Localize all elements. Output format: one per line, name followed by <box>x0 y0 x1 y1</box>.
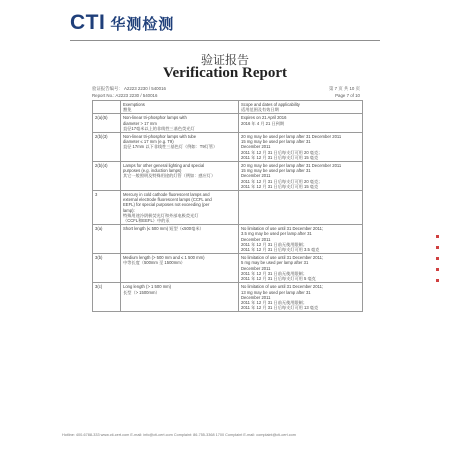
scope-line: 15 mg may be used per lamp after 31 <box>241 168 311 174</box>
exemption-cell <box>121 191 239 225</box>
exemption-line: EEFL) for special purposes not exceeding (per <box>123 202 210 208</box>
report-number-cn: 验证报告编号： A2223 2230 / 540016 <box>92 86 166 91</box>
red-mark <box>436 246 439 249</box>
scope-line: December 2011 <box>241 173 271 179</box>
header-exemptions-cn: 豁免 <box>123 107 132 113</box>
report-title-cn: 验证报告 <box>200 53 249 67</box>
scope-cell <box>239 114 363 133</box>
scope-line: No limitation of use until 31 December 2011; <box>241 284 324 290</box>
header-exemptions-en: Exemptions <box>123 102 145 107</box>
exemption-cell <box>121 114 239 133</box>
row-number: 3 <box>93 191 121 225</box>
exemption-line: 直径17毫米以上的非线性三基色荧光灯 <box>123 125 195 131</box>
exemptions-table <box>92 100 363 312</box>
scope-line: 20 mg may be used per lamp after 31 December 2011 <box>241 134 342 140</box>
row-number: 3(b) <box>93 254 121 283</box>
scope-cell <box>239 191 363 225</box>
scope-cell <box>239 162 363 191</box>
logo-text-cn: 华测检测 <box>110 14 175 33</box>
red-mark <box>436 257 439 260</box>
exemption-line: 其它一般照明及特殊用途的灯管（例如：感应灯） <box>123 173 216 179</box>
scope-cell <box>239 133 363 162</box>
scope-line: 2011 年 12 月 31 日后每支灯可用 15 毫克 <box>241 154 319 160</box>
exemption-line: purposes (e.g. induction lamps) <box>123 168 182 174</box>
header-scope <box>239 101 363 114</box>
row-number: 2(a)(5) <box>93 114 121 133</box>
exemption-line: diameter ≤ 17 mm (e.g. T9) <box>123 139 174 145</box>
table-row <box>93 133 363 162</box>
table-header-row <box>93 101 363 114</box>
header-no <box>93 101 121 114</box>
scope-line: No limitation of use until 31 December 2011; <box>241 255 324 261</box>
table-body <box>93 114 363 312</box>
scope-line: 13 mg may be used per lamp after 31 <box>241 289 311 295</box>
exemption-line: 直径 17mm 以下非线性三基色灯（例如：T9灯管） <box>123 144 218 150</box>
table-row <box>93 114 363 133</box>
scope-line: No limitation of use until 31 December 2011; <box>241 226 324 232</box>
red-margin-marks <box>436 235 440 335</box>
row-number: 2(b)(3) <box>93 133 121 162</box>
exemption-line: Lamps for other general lighting and special <box>123 163 205 169</box>
table-row <box>93 283 363 312</box>
table-row <box>93 254 363 283</box>
scope-line: 2011 年 12 月 31 日后每支灯可用 3.5 毫克 <box>241 247 320 253</box>
exemption-line: Short length (≤ 500 mm) 短型（≤500毫米） <box>123 226 204 232</box>
scope-line: 2011 年 12 月 31 日后每支灯可用 20 毫克； <box>241 178 323 184</box>
scope-line: 3.5 mg may be used per lamp after 31 <box>241 231 312 237</box>
scope-line: 2016 年 4 月 21 日到期 <box>241 120 285 126</box>
header-divider <box>70 40 380 41</box>
report-header <box>70 10 380 36</box>
report-title-en: Verification Report <box>163 65 287 81</box>
page-footer: Hotline: 400-6788-333 www.cti-cert.com E-mail: info@cti-cert.com Complaint: 86-755-3368 1700 Complaint E-mail: complaint@cti-cert.com <box>62 433 296 437</box>
scope-line: 2011 年 12 月 31 日前无使用限制； <box>241 299 308 305</box>
scope-line: 2011 年 12 月 31 日后每支灯可用 15 毫克 <box>241 183 319 189</box>
scope-line: 2011 年 12 月 31 日后每支灯可用 20 毫克； <box>241 149 323 155</box>
exemption-line: 中等长度（500mm 至 1500mm） <box>123 260 185 266</box>
exemption-cell <box>121 225 239 254</box>
scope-line: 2011 年 12 月 31 日前无使用限制； <box>241 241 308 247</box>
report-number-en: Report No.: A2223 2230 / 540016 <box>92 93 158 98</box>
page-number-cn: 第 7 页 共 10 页 <box>329 86 360 91</box>
exemption-line: external electrode fluorescent lamps (CCFL and <box>123 197 212 203</box>
row-number: 3(a) <box>93 225 121 254</box>
scope-line: December 2011 <box>241 236 271 242</box>
scope-line: 2011 年 12 月 31 日后每支灯可用 5 毫克 <box>241 276 316 282</box>
red-mark <box>436 279 439 282</box>
exemption-cell <box>121 283 239 312</box>
scope-line: December 2011 <box>241 265 271 271</box>
exemption-line: Long length (> 1 500 mm) <box>123 284 172 290</box>
table-row <box>93 191 363 225</box>
red-mark <box>436 268 439 271</box>
exemption-line: Mercury in cold cathode fluorescent lamps and <box>123 192 210 198</box>
cti-logo <box>70 10 380 36</box>
exemption-line: Non-linear tri-phosphor lamps with tube <box>123 134 197 140</box>
scope-line: 15 mg may be used per lamp after 31 <box>241 139 311 145</box>
exemption-cell <box>121 133 239 162</box>
header-scope-cn: 适用范围及有效日期 <box>241 107 279 113</box>
logo-text-en: CTI <box>70 11 106 34</box>
table-row <box>93 162 363 191</box>
exemption-line: lamp): <box>123 207 135 213</box>
meta-row-cn <box>92 85 360 92</box>
meta-row-en <box>92 92 360 99</box>
exemption-cell <box>121 162 239 191</box>
table-row <box>93 225 363 254</box>
row-number: 2(b)(4) <box>93 162 121 191</box>
scope-cell <box>239 283 363 312</box>
scope-line: 2011 年 12 月 31 日后每支灯可用 13 毫克 <box>241 305 319 311</box>
scope-line: December 2011 <box>241 294 271 300</box>
exemption-line: 长型（> 1500mm） <box>123 289 160 295</box>
scope-line: 2011 年 12 月 31 日前无使用限制； <box>241 270 308 276</box>
exemption-cell <box>121 254 239 283</box>
row-number: 3(c) <box>93 283 121 312</box>
red-mark <box>436 235 439 238</box>
scope-cell <box>239 254 363 283</box>
header-scope-en: Scope and dates of applicability <box>241 102 300 107</box>
exemption-line: （CCFL和EEFL）中的汞 <box>123 218 170 224</box>
exemption-line: 特殊用途冷阴极荧光灯和外部电极荧光灯 <box>123 212 199 218</box>
report-meta <box>92 85 360 99</box>
scope-line: 20 mg may be used per lamp after 31 December 2011 <box>241 163 342 169</box>
header-exemptions <box>121 101 239 114</box>
exemption-line: diameter > 17 mm <box>123 120 157 126</box>
scope-line: 5 mg may be used per lamp after 31 <box>241 260 309 266</box>
page-number-en: Page 7 of 10 <box>335 93 360 98</box>
scope-line: Expires on 21 April 2016 <box>241 115 287 121</box>
scope-cell <box>239 225 363 254</box>
exemption-line: Non-linear tri-phosphor lamps with <box>123 115 187 121</box>
scope-line: December 2011 <box>241 144 271 150</box>
exemption-line: Medium length (> 500 mm and ≤ 1 500 mm) <box>123 255 205 261</box>
